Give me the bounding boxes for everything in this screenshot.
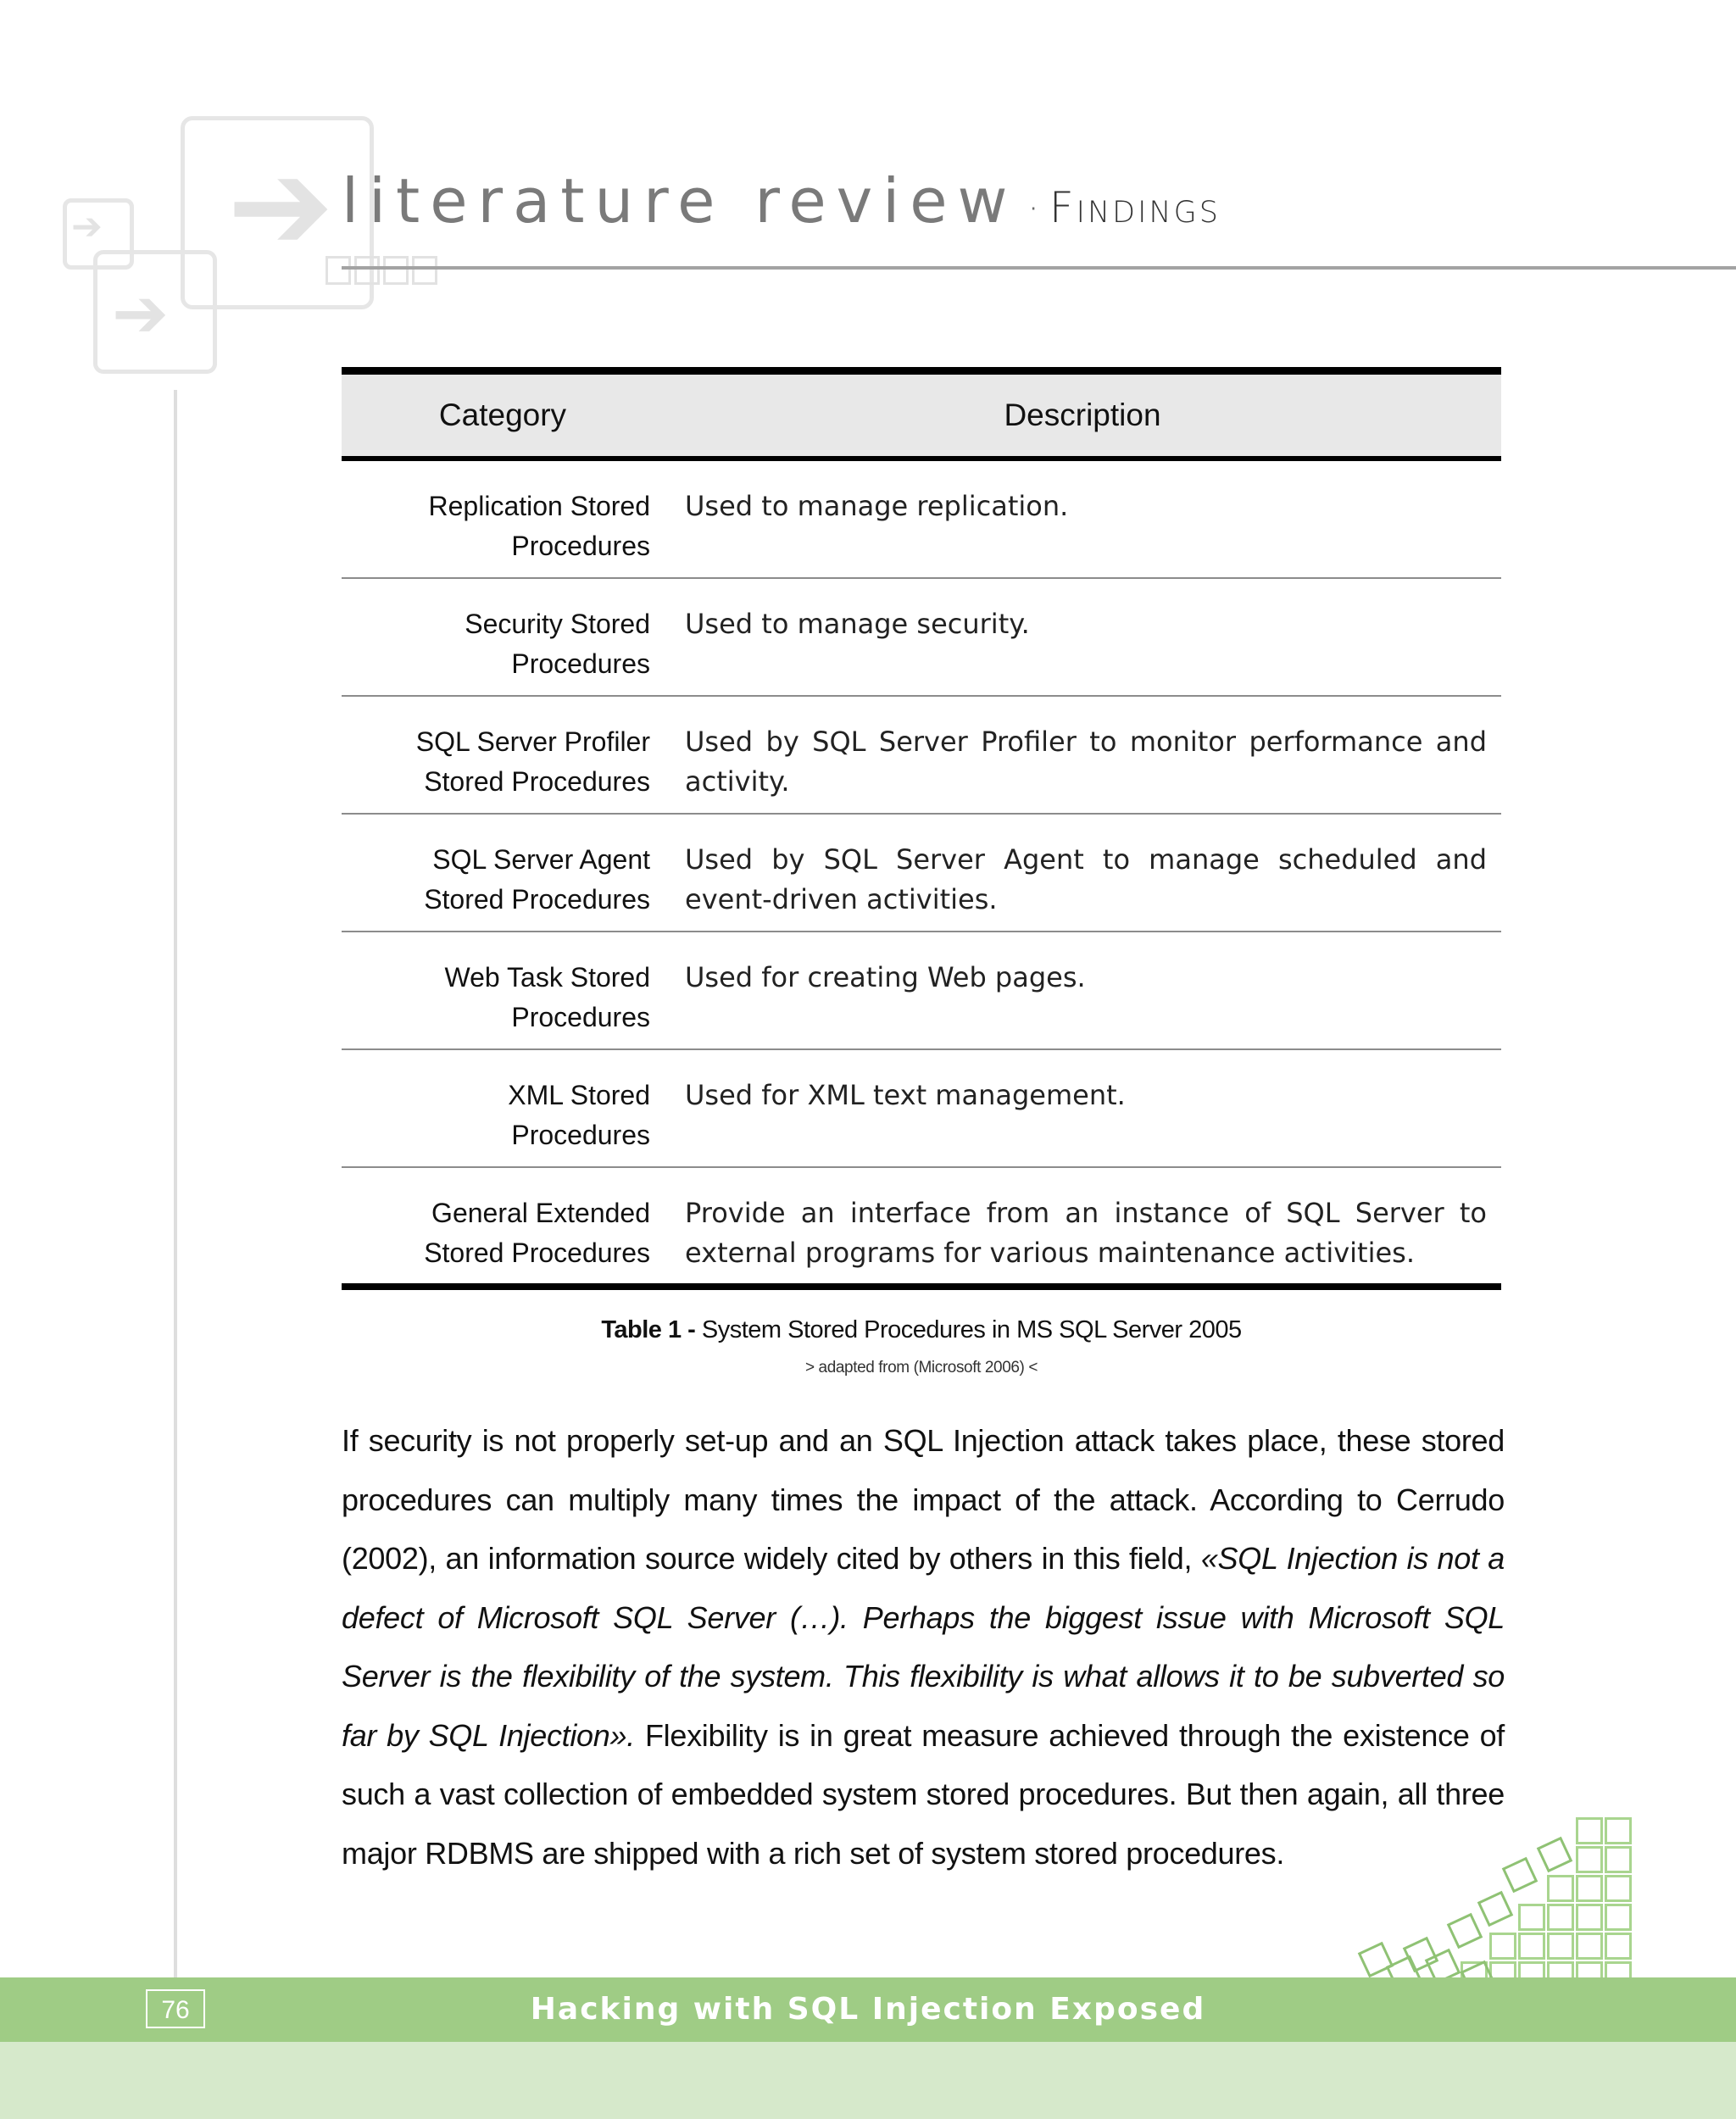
table-row [342, 932, 1501, 1050]
table-row [342, 579, 1501, 697]
footer-strip [0, 2042, 1736, 2119]
category-line-1: XML Stored [508, 1080, 650, 1110]
category-line-1: Web Task Stored [444, 962, 650, 993]
grid-square [1605, 1875, 1632, 1902]
category-cell [342, 697, 650, 813]
category-line-2: Procedures [511, 531, 650, 561]
category-line-1: Replication Stored [428, 491, 650, 521]
category-cell [342, 579, 650, 695]
table-header-row [342, 375, 1501, 456]
category-line-2: Stored Procedures [424, 766, 650, 797]
tilted-square [1502, 1857, 1538, 1894]
tilted-square [1447, 1913, 1483, 1949]
stored-procedures-table [342, 367, 1501, 1290]
book-title: Hacking with SQL Injection Exposed [530, 1992, 1206, 2027]
title-rule [342, 266, 1736, 270]
grid-square [1518, 1933, 1545, 1960]
table-row [342, 815, 1501, 932]
category-line-1: Security Stored [465, 609, 650, 639]
table-row [342, 461, 1501, 579]
category-line-1: SQL Server Profiler [415, 726, 650, 757]
page-title [342, 165, 1221, 236]
grid-square [1605, 1817, 1632, 1844]
title-separator: · [1027, 185, 1040, 232]
description-cell: Used by SQL Server Profiler to monitor performance and activity. [685, 726, 1487, 798]
header-arrow-icon-medium: ➔ [112, 274, 170, 353]
header-mini-squares [326, 256, 437, 285]
table-bottom-rule [342, 1283, 1501, 1290]
grid-square [1576, 1875, 1603, 1902]
grid-square [1576, 1904, 1603, 1931]
category-cell [342, 815, 650, 931]
tilted-square [1537, 1837, 1573, 1873]
header-arrow-icon-large: ➔ [227, 132, 334, 280]
caption-text: System Stored Procedures in MS SQL Server 2005 [695, 1316, 1242, 1343]
header-category: Category [438, 398, 567, 432]
grid-square [1576, 1933, 1603, 1960]
grid-square [1605, 1846, 1632, 1873]
category-line-2: Procedures [511, 648, 650, 679]
header-description: Description [1004, 398, 1161, 432]
section-title: literature review [342, 165, 1018, 236]
grid-square [1576, 1817, 1603, 1844]
grid-square [1489, 1933, 1516, 1960]
category-line-2: Procedures [511, 1002, 650, 1032]
description-cell: Provide an interface from an instance of SQL Server to external programs for various maintenance activities. [685, 1197, 1487, 1269]
description-cell: Used to manage replication. [685, 490, 1069, 522]
tilted-square [1477, 1891, 1514, 1927]
category-line-2: Procedures [511, 1120, 650, 1150]
body-paragraph [342, 1411, 1505, 1883]
category-cell [342, 461, 650, 577]
table-source: > adapted from (Microsoft 2006) < [804, 1359, 1038, 1377]
table-row [342, 1168, 1501, 1283]
description-cell: Used for XML text management. [685, 1079, 1126, 1111]
category-cell [342, 1168, 650, 1283]
subsection-title: Findings [1049, 183, 1221, 232]
table-top-rule [342, 367, 1501, 375]
table-caption [342, 1316, 1501, 1344]
grid-square [1518, 1904, 1545, 1931]
description-cell: Used by SQL Server Agent to manage scheduled and event-driven activities. [685, 843, 1487, 915]
category-line-1: SQL Server Agent [432, 844, 650, 875]
header-arrow-icon-small: ➔ [71, 205, 103, 248]
table-row [342, 697, 1501, 815]
category-line-1: General Extended [431, 1198, 650, 1228]
paragraph-text-2: Flexibility is in great measure achieved through the existence of such a vast collection of embedded system stored procedures. But then again, all three major RDBMS are shipped with a rich set of system stored procedures. [342, 1717, 1505, 1871]
grid-square [1576, 1846, 1603, 1873]
category-cell [342, 932, 650, 1048]
grid-square [1547, 1904, 1574, 1931]
paragraph-text-1: If security is not properly set-up and an SQL Injection attack takes place, these stored procedures can multiply many times the impact of the attack. According to Cerrudo (2002), an information source widely cited by others in this field, [342, 1423, 1505, 1576]
description-cell: Used to manage security. [685, 608, 1030, 640]
category-cell [342, 1050, 650, 1166]
grid-square [1547, 1875, 1574, 1902]
grid-square [1605, 1904, 1632, 1931]
description-cell: Used for creating Web pages. [685, 961, 1086, 993]
grid-square [1605, 1933, 1632, 1960]
page-number: 76 [146, 1989, 205, 2028]
category-line-2: Stored Procedures [424, 1237, 650, 1268]
table-row [342, 1050, 1501, 1168]
caption-label: Table 1 - [601, 1316, 696, 1343]
left-margin-rule [174, 390, 177, 1979]
grid-square [1547, 1933, 1574, 1960]
paragraph-quote: «SQL Injection is not a defect of Microsoft SQL Server (…). Perhaps the biggest issue with Microsoft SQL Server is the flexibility of the system. This flexibility is what allows it to be subverted so far by SQL Injection». [342, 1541, 1505, 1753]
category-line-2: Stored Procedures [424, 884, 650, 915]
